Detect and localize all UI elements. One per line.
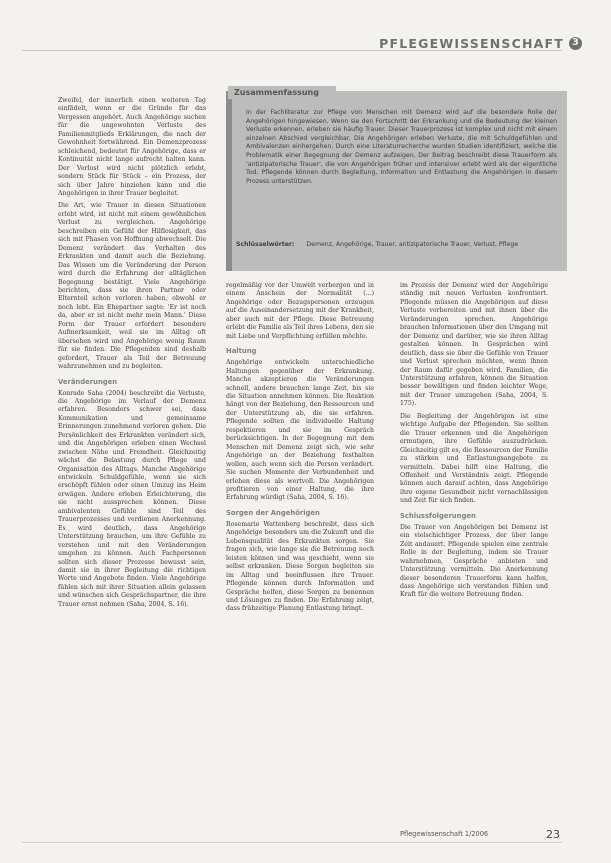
paragraph: Die Trauer von Angehörigen bei Demenz ist ein vielschichtiger Prozess, der über lange Zeit andauert. Pflegende spielen eine zentrale Rolle in der Begleitung, indem sie Trauer wahrnehmen, Gespräche anbieten und Unterstützung vermitteln. Die Anerkennung dieser besonderen Trauerform kann helfen, dass Angehörige sich verstanden fühlen und Kraft für die weitere Betreuung finden. bbox=[400, 523, 548, 599]
paragraph: Zweifel, der innerlich einen weiteren Tag einfädelt, wenn er die Gründe für das Vergessen angehört. Auch Angehörige suchen für die ungewohnten Verluste des Familienmitglieds Erklärungen, die nach der Gewohnheit fortwährend. Ein Demenzprozess schleichend, bedeutet für Angehörige, dass er Kontinuität nicht lange aufrecht halten kann. Der Verlust wird nicht plötzlich erlebt, sondern Stück für Stück – ein Prozess, der sich über Jahre hinziehen kann und die Angehörigen in ihrer Trauer begleitet. bbox=[58, 97, 206, 197]
text-column-3 bbox=[400, 282, 548, 820]
paragraph: im Prozess der Demenz wird der Angehörige ständig mit neuen Verlusten konfrontiert. Pflegende müssen die Angehörigen auf diese Verluste vorbereiten und mit ihnen über die Veränderungen sprechen. Angehörige brauchen Informationen über den Umgang mit der Demenz und darüber, wie sie ihren Alltag gestalten können. In Gesprächen wird deutlich, dass sie über die Gefühle von Trauer und Verlust sprechen möchten, wenn ihnen der Raum dafür gegeben wird. Familien, die Unterstützung erfahren, können die Situation besser bewältigen und finden leichter Wege, mit der Trauer umzugehen (Saha, 2004, S. 175). bbox=[400, 282, 548, 408]
paragraph: regelmäßig vor der Umwelt verbergen und in einem Anschein der Normalität (...) Angehörige oder Bezugspersonen erzeugen auf die Auseinandersetzung mit der Krankheit, aber auch mit der Pflege. Diese Betreuung erlebt die Familie als Teil ihres Lebens, den sie mit Liebe und Verpflichtung erfüllen möchte. bbox=[226, 282, 374, 340]
paragraph: Die Begleitung der Angehörigen ist eine wichtige Aufgabe der Pflegenden. Sie sollten die Trauer erkennen und die Angehörigen ermutigen, ihre Gefühle auszudrücken. Gleichzeitig gilt es, die Ressourcen der Familie zu stärken und Entlastungsangebote zu vermitteln. Dabei hilft eine Haltung, die Offenheit und Verständnis zeigt. Pflegende können auch darauf achten, dass Angehörige ihre eigene Gesundheit nicht vernachlässigen und Zeit für sich finden. bbox=[400, 412, 548, 505]
summary-text: In der Fachliteratur zur Pflege von Menschen mit Demenz wird auf die besondere Rolle der Angehörigen hingewiesen. Wenn sie den Fortschritt der Erkrankung und die Bedeutung der kleinen Verluste erkennen, erleben sie häufig Trauer. Dieser Trauerprozess ist komplex und nicht mit einem einzelnen Abschied vergleichbar. Die Angehörigen erleben Verluste, die mit Schuldgefühlen und Ambivalenzen einhergehen. Durch eine Literaturrecherche wurden Studien identifiziert, welche die Problematik einer Begegnung der Demenz aufzeigen. Der Beitrag beschreibt diese Trauerform als 'antizipatorische Trauer', die von Angehörigen früher und intensiver erlebt wird als der eigentliche Tod. Pflegende können durch Begleitung, Information und Entlastung die Angehörigen in diesem Prozess unterstützen. bbox=[246, 109, 557, 185]
paragraph: Die Art, wie Trauer in diesen Situationen erlebt wird, ist nicht mit einem gewöhnlichen Verlust zu vergleichen. Angehörige beschreiben ein Gefühl der Hilflosigkeit, das sich mit Phasen von Hoffnung abwechselt. Die Demenz verändert das Verhalten des Erkrankten und damit auch die Beziehung. Das Wissen um die Veränderung der Person wird durch die Erfahrung der alltäglichen Begegnung bestätigt. Viele Angehörige berichten, dass sie ihren Partner oder Elternteil schon verloren haben, obwohl er noch lebt. Ein Ehepartner sagte: 'Er ist noch da, aber er ist nicht mehr mein Mann.' Diese Form der Trauer erfordert besondere Aufmerksamkeit, weil sie im Alltag oft übersehen wird und Angehörige wenig Raum für sie finden. Die Pflegenden sind deshalb gefordert, Trauer als Teil der Betreuung wahrzunehmen und zu begleiten. bbox=[58, 202, 206, 371]
section-heading: Veränderungen bbox=[58, 377, 118, 386]
text-column-1 bbox=[58, 97, 206, 817]
paragraph: Konrade Saha (2004) beschreibt die Verluste, die Angehörige im Verlauf der Demenz erfahren. Besonders schwer sei, dass Kommunikation und gemeinsame Erinnerungen zunehmend verloren gehen. Die Persönlichkeit des Erkrankten verändert sich, und die Angehörigen erleben einen Wechsel zwischen Nähe und Fremdheit. Gleichzeitig wächst die Belastung durch Pflege und Organisation des Alltags. Manche Angehörige entwickeln Schuldgefühle, wenn sie sich erschöpft fühlen oder einen Umzug ins Heim erwägen. Andere erleben Erleichterung, die sie nicht aussprechen können. Diese ambivalenten Gefühle sind Teil des Trauerprozesses und verdienen Anerkennung. Es wird deutlich, dass Angehörige Unterstützung brauchen, um ihre Gefühle zu verstehen und mit den Veränderungen umgehen zu können. Auch Fachpersonen sollten sich dieser Prozesse bewusst sein, damit sie in ihrer Begleitung die richtigen Worte und Angebote finden. Viele Angehörige fühlen sich mit ihrer Situation allein gelassen und wünschen sich Gesprächspartner, die ihre Trauer ernst nehmen (Saha, 2004, S. 16). bbox=[58, 389, 206, 608]
keywords-text: Demenz, Angehörige, Trauer, antizipatorische Trauer, Verlust, Pflege bbox=[306, 241, 519, 248]
section-heading: Sorgen der Angehörigen bbox=[226, 508, 320, 517]
summary-heading: Zusammenfassung bbox=[228, 86, 336, 99]
header-divider bbox=[22, 50, 562, 51]
paragraph: Rosemarie Wattenberg beschreibt, dass sich Angehörige besonders um die Zukunft und die Lebensqualität des Erkrankten sorgen. Sie fragen sich, wie lange sie die Betreuung noch leisten können und was geschieht, wenn sie selbst erkranken. Diese Sorgen begleiten sie im Alltag und beeinflussen ihre Trauer. Pflegende können durch Information und Gespräche helfen, diese Sorgen zu benennen und Lösungen zu finden. Die Erfahrung zeigt, dass frühzeitige Planung Entlastung bringt. bbox=[226, 520, 374, 613]
section-heading: Haltung bbox=[226, 347, 257, 356]
journal-title: PFLEGEWISSENSCHAFT bbox=[379, 35, 564, 51]
text-column-2 bbox=[226, 282, 374, 818]
footer-journal: Pflegewissenschaft 1/2006 bbox=[400, 830, 489, 838]
section-badge: 3 bbox=[569, 37, 582, 50]
keywords-label: Schlüsselwörter: bbox=[236, 241, 295, 248]
section-heading: Schlussfolgerungen bbox=[400, 511, 476, 520]
page-number: 23 bbox=[546, 827, 560, 841]
summary-keywords bbox=[236, 240, 556, 249]
page-footer bbox=[400, 825, 560, 843]
paragraph: Angehörige entwickeln unterschiedliche Haltungen gegenüber der Erkrankung. Manche akzeptieren die Veränderungen schnell, andere brauchen lange Zeit, bis sie die Situation annehmen können. Die Reaktion hängt von der Beziehung, den Ressourcen und der Unterstützung ab, die sie erfahren. Pflegende sollten die individuelle Haltung respektieren und sie im Gespräch berücksichtigen. In der Begegnung mit dem Menschen mit Demenz zeigt sich, wie sehr Angehörige an der Beziehung festhalten wollen, auch wenn sich die Person verändert. Sie suchen Momente der Verbundenheit und erleben diese als wertvoll. Die Angehörigen profitieren von einer Haltung, die ihre Erfahrung würdigt (Saha, 2004, S. 16). bbox=[226, 359, 374, 502]
